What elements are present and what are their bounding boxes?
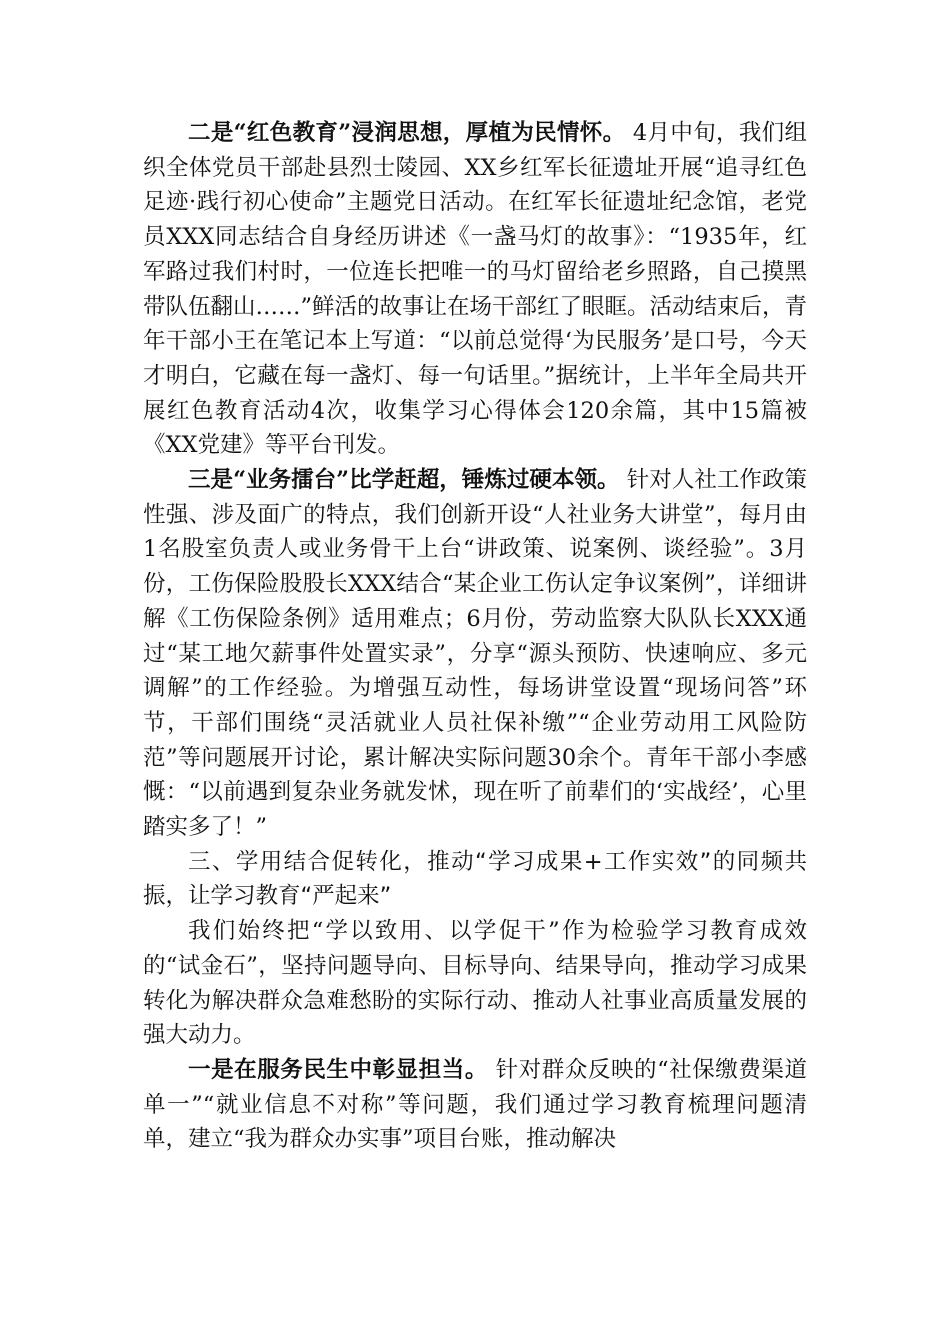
paragraph-text: 针对群众反映的“社保缴费渠道单一”“就业信息不对称”等问题，我们通过学习教育梳理问题清单，建立“我为群众办实事”项目台账，推动解决 xyxy=(143,1056,807,1153)
paragraph-lead: 一是在服务民生中彰显担当。 xyxy=(188,1056,488,1083)
paragraph-serve-people xyxy=(143,1053,807,1157)
paragraph-business-arena xyxy=(143,463,807,845)
paragraph-lead: 二是“红色教育”浸润思想，厚植为民情怀。 xyxy=(188,120,626,146)
section-heading: 三、学用结合促转化，推动“学习成果+工作实效”的同频共振，让学习教育“严起来” xyxy=(143,848,807,910)
paragraph-text: 针对人社工作政策性强、涉及面广的特点，我们创新开设“人社业务大讲堂”，每月由1名股室负责人或业务骨干上台“讲政策、说案例、谈经验”。3月份，工伤保险股股长XXX结合“某企业工伤认定争议案例”，详细讲解《工伤保险条例》适用难点；6月份，劳动监察大队队长XXX通过“某工地欠薪事件处置实录”，分享“源头预防、快速响应、多元调解”的工作经验。为增强互动性，每场讲堂设置“现场问答”环节，干部们围绕“灵活就业人员社保补缴”“企业劳动用工风险防范”等问题展开讨论，累计解决实际问题30余个。青年干部小李感慨：“以前遇到复杂业务就发怵，现在听了前辈们的‘实战经’，心里踏实多了！” xyxy=(143,467,808,841)
section-intro: 我们始终把“学以致用、以学促干”作为检验学习教育成效的“试金石”，坚持问题导向、目标导向、结果导向，推动学习成果转化为解决群众急难愁盼的实际行动、推动人社事业高质量发展的强大动力。 xyxy=(143,918,807,1049)
paragraph-text: 4月中旬，我们组织全体党员干部赴县烈士陵园、XX乡红军长征遗址开展“追寻红色足迹·践行初心使命”主题党日活动。在红军长征遗址纪念馆，老党员XXX同志结合自身经历讲述《一盏马灯的故事》：“1935年，红军路过我们村时，一位连长把唯一的马灯留给老乡照路，自己摸黑带队伍翻山……”鲜活的故事让在场干部红了眼眶。活动结束后，青年干部小王在笔记本上写道：“以前总觉得‘为民服务’是口号，今天才明白，它藏在每一盏灯、每一句话里。”据统计，上半年全局共开展红色教育活动4次，收集学习心得体会120余篇，其中15篇被《XX党建》等平台刊发。 xyxy=(143,120,808,459)
document-body xyxy=(143,116,807,1157)
paragraph-red-education xyxy=(143,116,807,463)
paragraph-lead: 三是“业务擂台”比学赶超，锤炼过硬本领。 xyxy=(188,467,620,494)
